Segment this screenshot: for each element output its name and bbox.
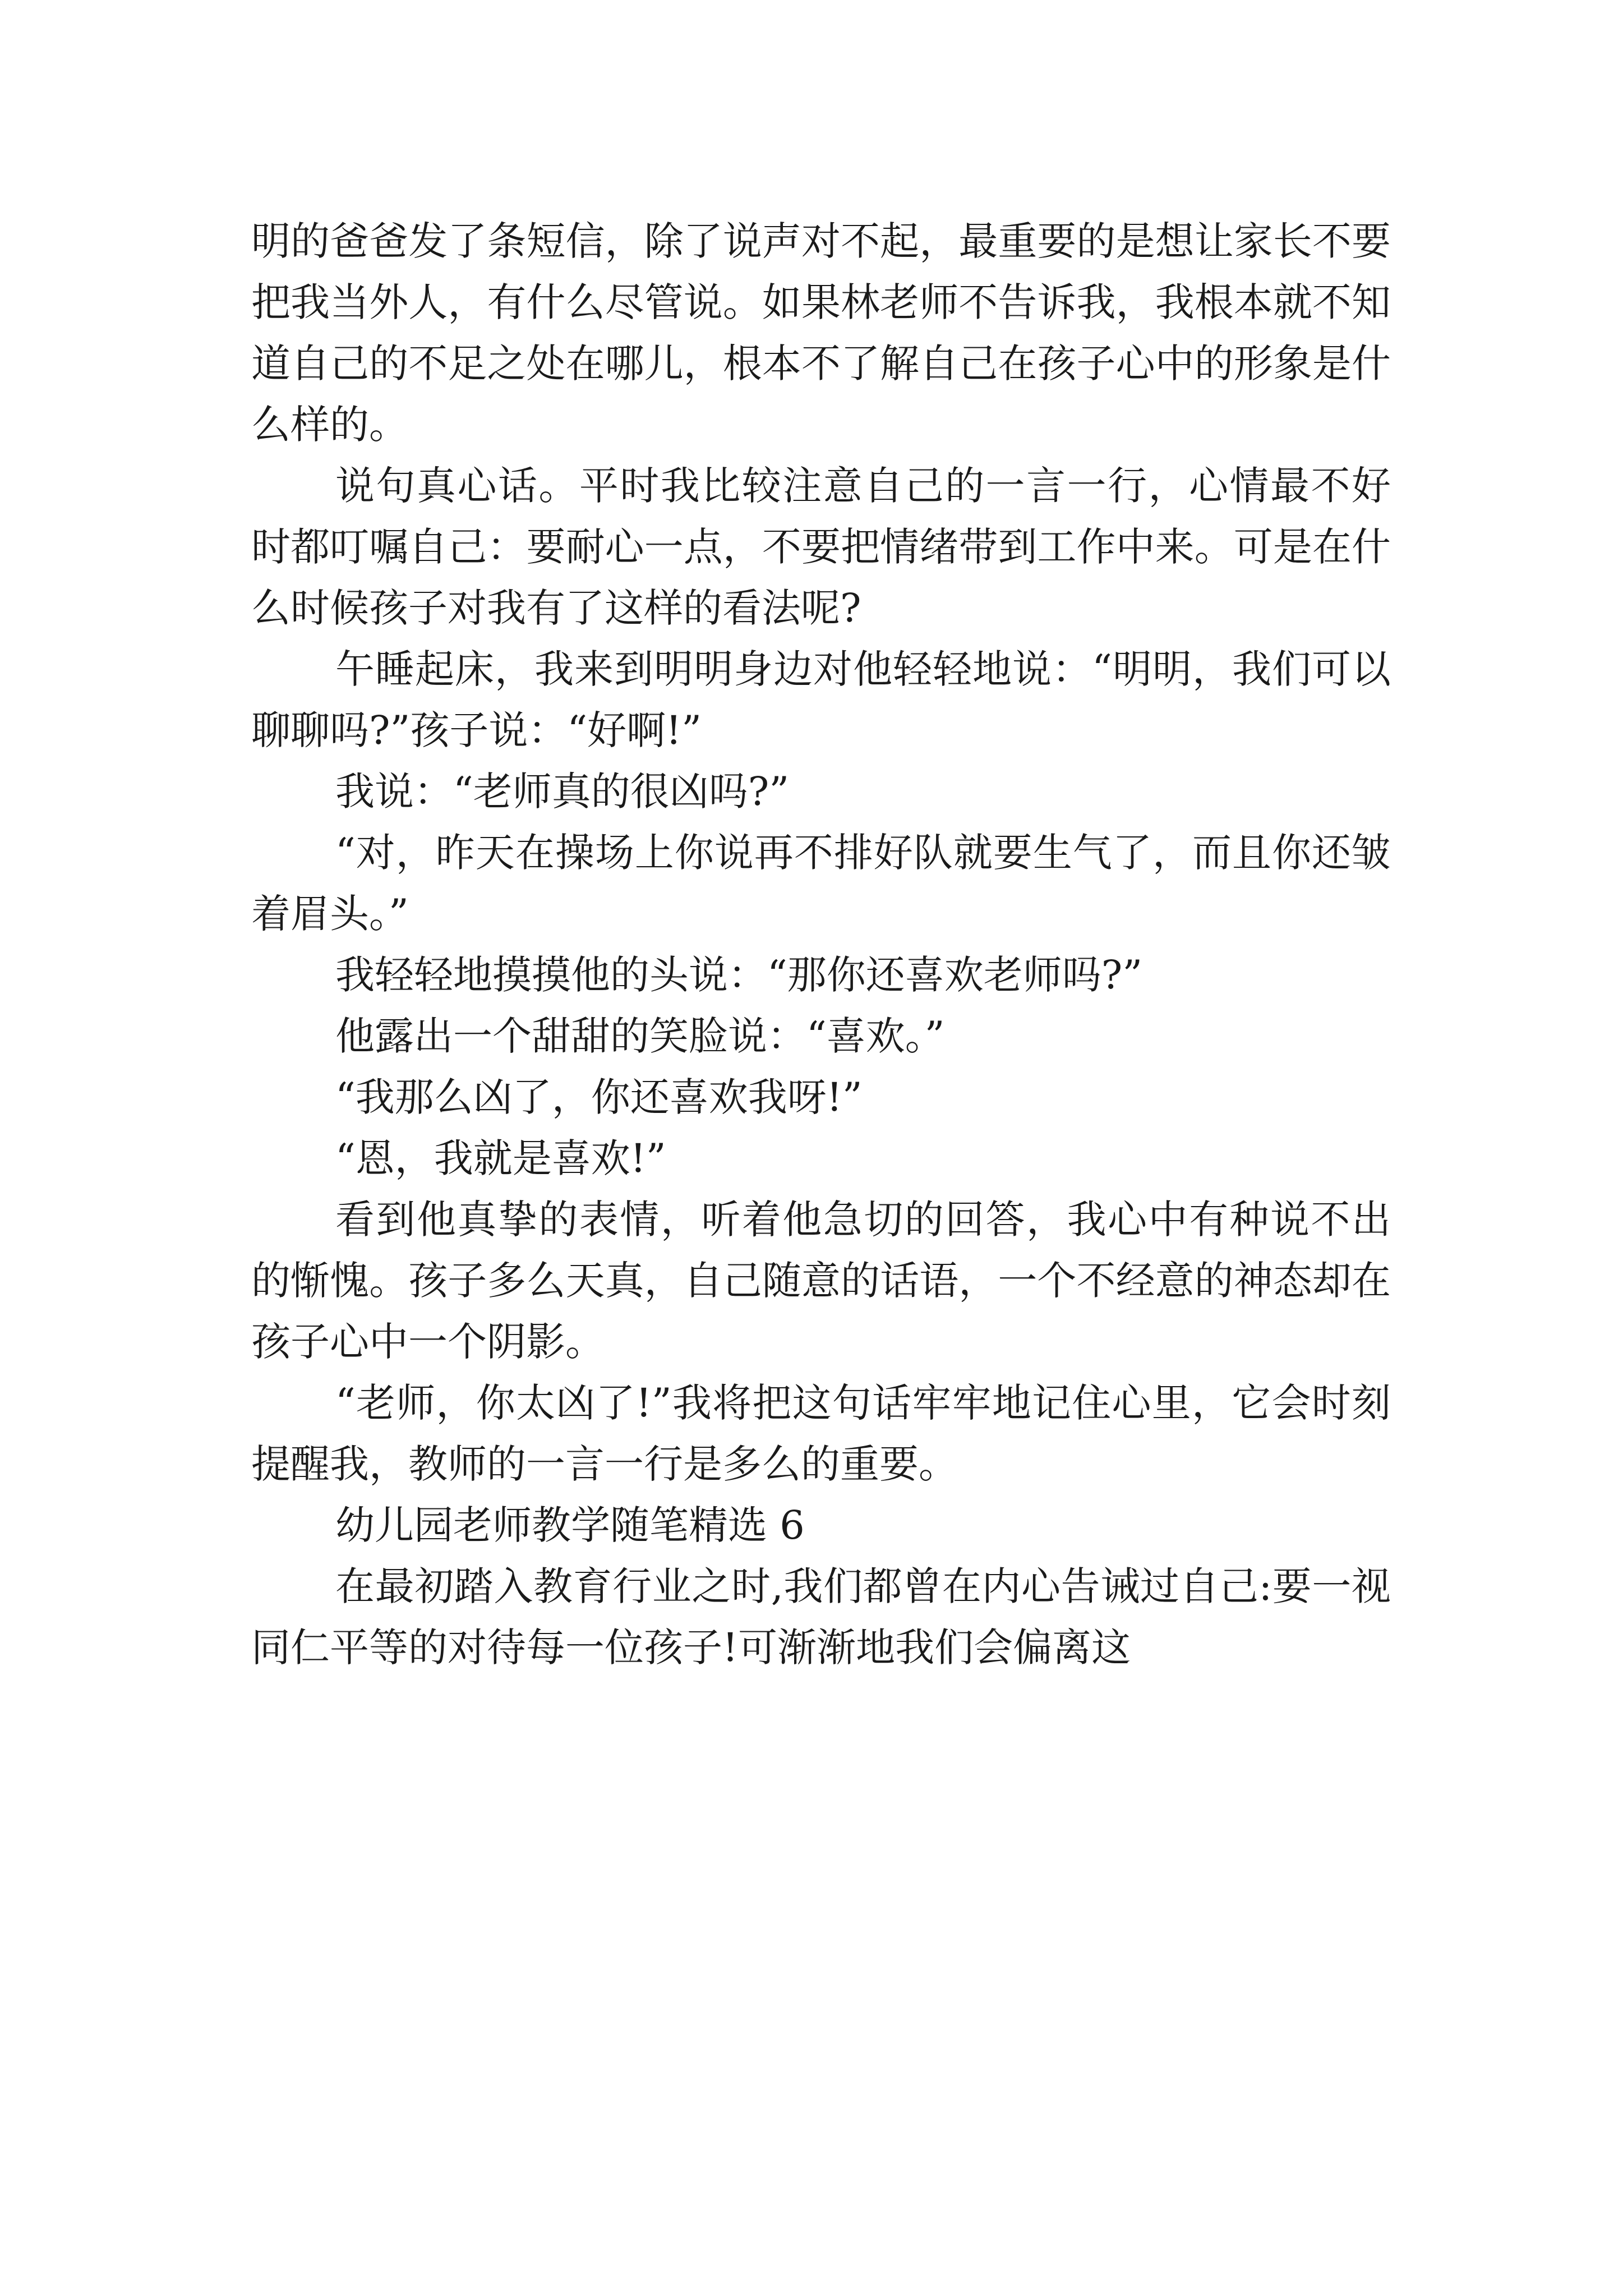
section-heading: 幼儿园老师教学随笔精选 6 (335, 1502, 805, 1548)
paragraph-7: 他露出一个甜甜的笑脸说：“喜欢。” (335, 1013, 945, 1059)
paragraph-10: 看到他真挚的表情，听着他急切的回答，我心中有种说不出的惭愧。孩子多么天真，自己随意的话语，一个不经意的神态却在孩子心中一个阴影。 (251, 1197, 1391, 1365)
document-body (251, 211, 1391, 1678)
paragraph-11: “老师，你太凶了!”我将把这句话牢牢地记住心里，它会时刻提醒我，教师的一言一行是多么的重要。 (251, 1380, 1391, 1487)
paragraph-6: 我轻轻地摸摸他的头说：“那你还喜欢老师吗?” (335, 952, 1143, 998)
paragraph-12: 在最初踏入教育行业之时,我们都曾在内心告诫过自己:要一视同仁平等的对待每一位孩子!可渐渐地我们会偏离这 (251, 1563, 1391, 1671)
paragraph-5: “对，昨天在操场上你说再不排好队就要生气了，而且你还皱着眉头。” (251, 830, 1391, 937)
paragraph-3: 午睡起床，我来到明明身边对他轻轻地说：“明明，我们可以聊聊吗?”孩子说：“好啊!” (251, 646, 1391, 753)
paragraph-9: “恩，我就是喜欢!” (335, 1135, 666, 1181)
paragraph-8: “我那么凶了，你还喜欢我呀!” (335, 1074, 863, 1120)
paragraph-1: 明的爸爸发了条短信，除了说声对不起，最重要的是想让家长不要把我当外人，有什么尽管说。如果林老师不告诉我，我根本就不知道自己的不足之处在哪儿，根本不了解自己在孩子心中的形象是什么样的。 (251, 218, 1391, 448)
paragraph-2: 说句真心话。平时我比较注意自己的一言一行，心情最不好时都叮嘱自己：要耐心一点，不要把情绪带到工作中来。可是在什么时候孩子对我有了这样的看法呢? (251, 463, 1391, 631)
paragraph-4: 我说：“老师真的很凶吗?” (335, 769, 790, 815)
